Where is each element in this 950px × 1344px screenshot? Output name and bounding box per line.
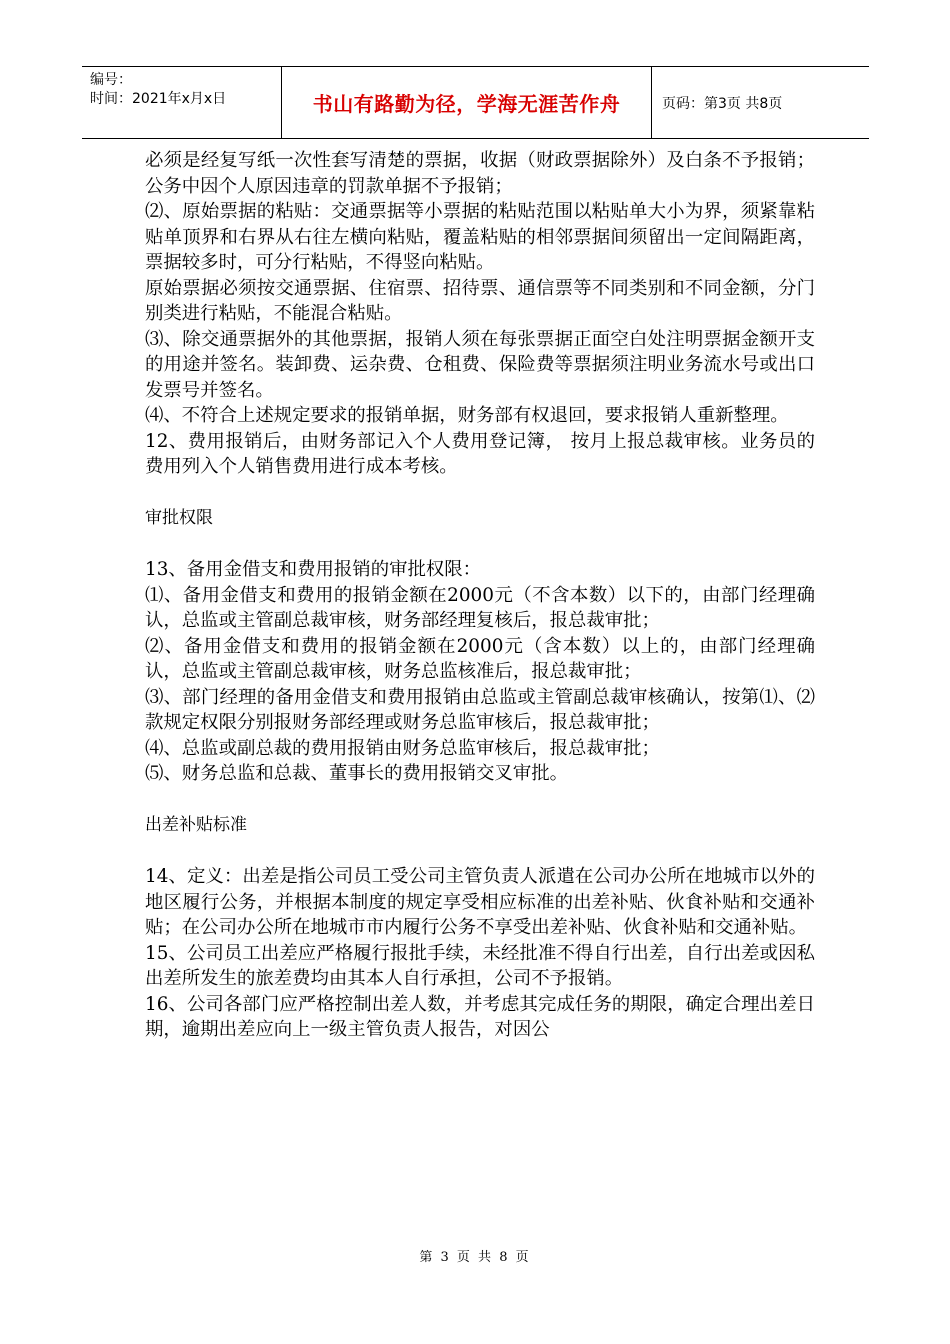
paragraph: ⑷、总监或副总裁的费用报销由财务总监审核后，报总裁审批； xyxy=(145,737,660,759)
header-motto: 书山有路勤为径，学海无涯苦作舟 xyxy=(282,67,652,138)
paragraph: ⑵、备用金借支和费用的报销金额在2000元（含本数）以上的，由部门经理确认，总监或主管副总裁审核，财务总监核准后，报总裁审批； xyxy=(145,635,815,682)
paragraph: ⑶、部门经理的备用金借支和费用报销由总监或主管副总裁审核确认，按第⑴、⑵款规定权限分别报财务部经理或财务总监审核后，报总裁审批； xyxy=(145,686,815,733)
paragraph: 15、公司员工出差应严格履行报批手续，未经批准不得自行出差，自行出差或因私出差所发生的旅差费均由其本人自行承担，公司不予报销。 xyxy=(145,942,815,989)
paragraph: 14、定义：出差是指公司员工受公司主管负责人派遣在公司办公所在地城市以外的地区履行公务，并根据本制度的规定享受相应标准的出差补贴、伙食补贴和交通补贴；在公司办公所在地城市市内履行公务不享受出差补贴、伙食补贴和交通补贴。 xyxy=(145,866,815,938)
paragraph: 原始票据必须按交通票据、住宿票、招待票、通信票等不同类别和不同金额，分门别类进行粘贴，不能混合粘贴。 xyxy=(145,277,815,324)
document-body xyxy=(145,148,815,1043)
document-date: 时间：2021年x月x日 xyxy=(90,91,227,107)
paragraph: ⑸、财务总监和总裁、董事长的费用报销交叉审批。 xyxy=(145,763,568,784)
paragraph: 13、备用金借支和费用报销的审批权限： xyxy=(145,559,482,580)
paragraph: 必须是经复写纸一次性套写清楚的票据，收据（财政票据除外）及白条不予报销；公务中因个人原因违章的罚款单据不予报销； xyxy=(145,150,815,197)
page-footer: 第 3 页 共 8 页 xyxy=(419,1250,531,1265)
paragraph: 12、费用报销后，由财务部记入个人费用登记簿， 按月上报总裁审核。业务员的费用列入个人销售费用进行成本考核。 xyxy=(145,430,815,477)
document-number-label: 编号： xyxy=(90,72,132,88)
paragraph: ⑷、不符合上述规定要求的报销单据，财务部有权退回，要求报销人重新整理。 xyxy=(145,405,789,426)
section-heading-approval: 审批权限 xyxy=(145,507,213,528)
paragraph: 16、公司各部门应严格控制出差人数，并考虑其完成任务的期限，确定合理出差日期，逾期出差应向上一级主管负责人报告，对因公 xyxy=(145,993,815,1040)
document-header xyxy=(82,66,869,139)
paragraph: ⑴、备用金借支和费用的报销金额在2000元（不含本数）以下的，由部门经理确认，总监或主管副总裁审核，财务部经理复核后，报总裁审批； xyxy=(145,584,815,631)
header-page-info: 页码：第3页 共8页 xyxy=(662,95,783,112)
header-meta xyxy=(82,67,282,138)
paragraph: ⑵、原始票据的粘贴：交通票据等小票据的粘贴范围以粘贴单大小为界，须紧靠粘贴单顶界和右界从右往左横向粘贴，覆盖粘贴的相邻票据间须留出一定间隔距离，票据较多时，可分行粘贴，不得竖向粘贴。 xyxy=(145,201,815,273)
paragraph: ⑶、除交通票据外的其他票据，报销人须在每张票据正面空白处注明票据金额开支的用途并签名。装卸费、运杂费、仓租费、保险费等票据须注明业务流水号或出口发票号并签名。 xyxy=(145,328,815,401)
section-heading-travel-allowance: 出差补贴标准 xyxy=(145,814,247,835)
